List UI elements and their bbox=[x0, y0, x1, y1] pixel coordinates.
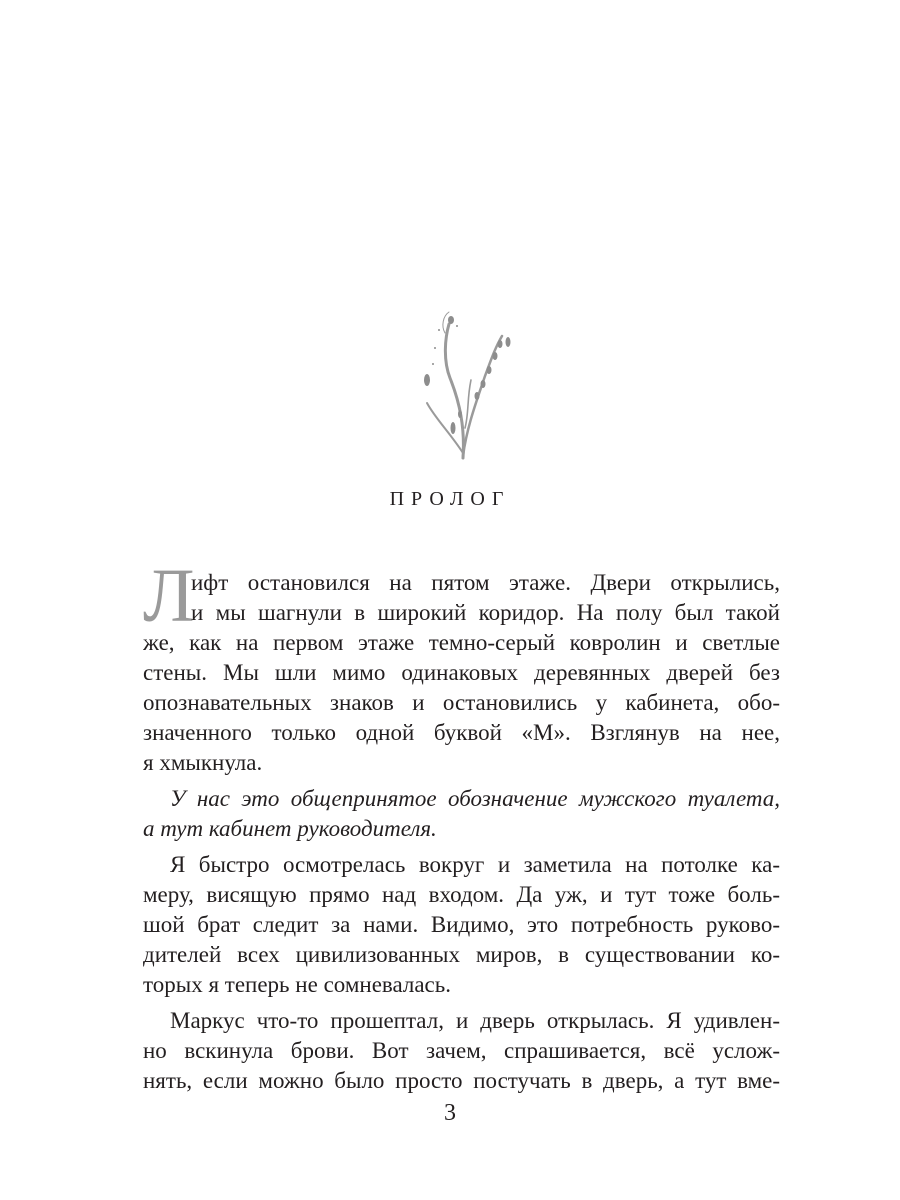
text-line: торых я теперь не сомневалась. bbox=[143, 972, 452, 997]
text-line: я хмыкнула. bbox=[143, 750, 263, 775]
text-line: стены. Мы шли мимо одинаковых деревянных дверей без bbox=[143, 660, 780, 685]
text-line: У нас это общепринятое обозначение мужского туалета, bbox=[170, 786, 780, 811]
text-line: меру, висящую прямо над входом. Да уж, и тут тоже боль- bbox=[143, 882, 780, 907]
text-line: дителей всех цивилизованных миров, в существовании ко- bbox=[143, 942, 780, 967]
page-number: 3 bbox=[444, 1100, 456, 1126]
text-line: опознавательных знаков и остановились у кабинета, обо- bbox=[143, 690, 780, 715]
text-line: но вскинула брови. Вот зачем, спрашивается, всё услож- bbox=[143, 1038, 780, 1063]
chapter-title: ПРОЛОГ bbox=[389, 488, 511, 510]
paragraph-2 bbox=[143, 784, 780, 844]
text-line: нять, если можно было просто постучать в дверь, а тут вме- bbox=[143, 1068, 780, 1093]
text-line: Я быстро осмотрелась вокруг и заметила на потолке ка- bbox=[170, 852, 780, 877]
paragraph-4 bbox=[143, 1006, 780, 1096]
drop-cap: Л bbox=[143, 554, 195, 638]
text-line: же, как на первом этаже темно-серый ковролин и светлые bbox=[143, 630, 780, 655]
text-line: а тут кабинет руководителя. bbox=[143, 816, 437, 841]
text-line: шой брат следит за нами. Видимо, это потребность руково- bbox=[143, 912, 780, 937]
text-line: и мы шагнули в широкий коридор. На полу был такой bbox=[191, 600, 780, 625]
text-line: ифт остановился на пятом этаже. Двери открылись, bbox=[191, 570, 780, 595]
paragraph-3 bbox=[143, 850, 780, 1000]
text-line: значенного только одной буквой «М». Взглянув на нее, bbox=[143, 720, 780, 745]
paragraph-1 bbox=[143, 554, 780, 778]
flower-sprig-icon bbox=[405, 308, 515, 463]
text-line: Маркус что-то прошептал, и дверь открылась. Я удивлен- bbox=[170, 1008, 780, 1033]
body-text bbox=[143, 554, 780, 1096]
